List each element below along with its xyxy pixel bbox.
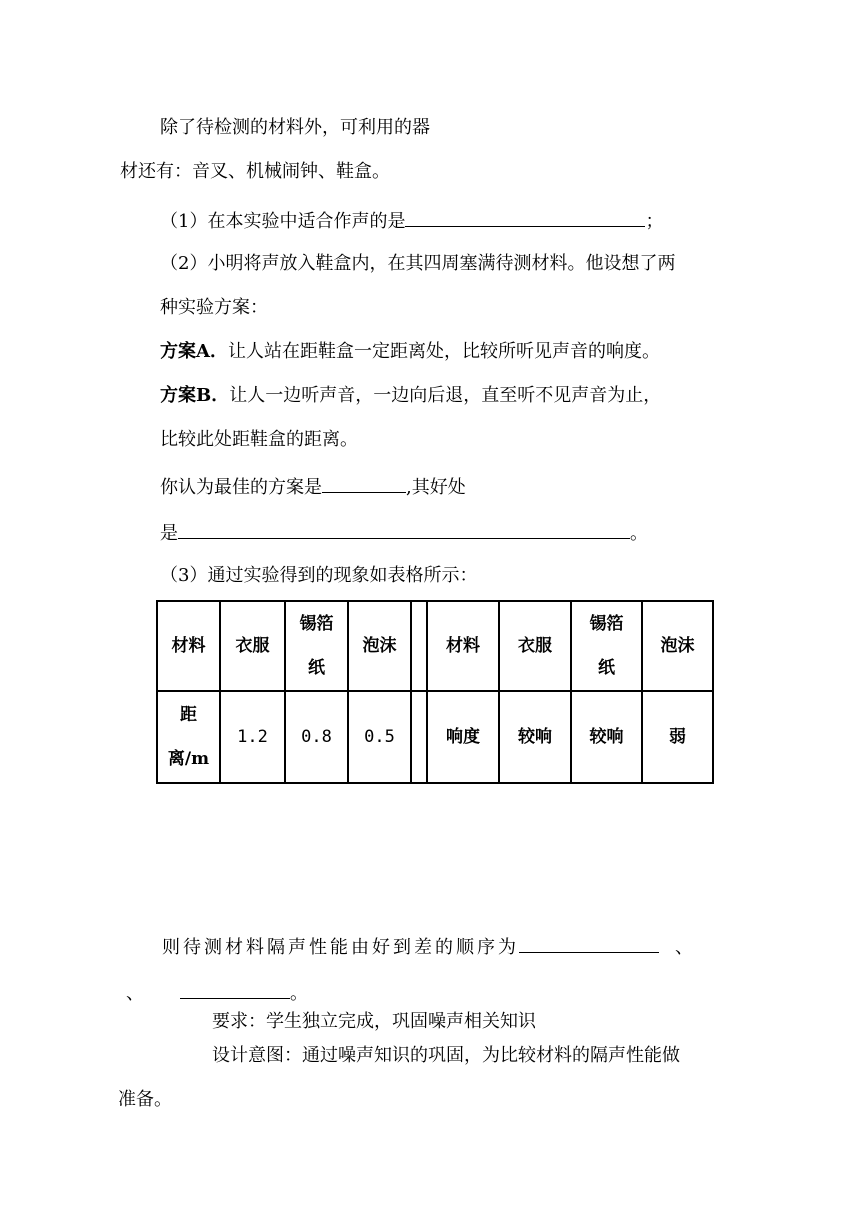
benefit-text: 是: [160, 523, 178, 544]
distance-foil-value: 0.8: [285, 691, 348, 783]
best-plan-end: ,其好处: [406, 477, 466, 498]
answer-blank-order-1[interactable]: [519, 934, 659, 953]
plan-b-text: 让人一边听声音，一边向后退，直至听不见声音为止，: [229, 385, 662, 406]
plan-b: [160, 384, 661, 408]
best-plan-question: [160, 474, 466, 500]
design-intent-line-1: 设计意图：通过噪声知识的巩固，为比较材料的隔声性能做: [212, 1045, 680, 1066]
answer-blank-best-plan[interactable]: [322, 474, 406, 493]
question-3: （3）通过实验得到的现象如表格所示：: [160, 565, 478, 586]
question-2-line-1: （2）小明将声放入鞋盒内，在其四周塞满待测材料。他设想了两: [160, 253, 676, 274]
plan-a-text: 让人站在距鞋盒一定距离处，比较所听见声音的响度。: [227, 341, 660, 362]
results-table: [156, 600, 714, 784]
design-intent-line-2: 准备。: [118, 1089, 172, 1110]
plan-a-label: 方案A．: [160, 341, 228, 362]
question-1-text: （1）在本实验中适合作声的是: [160, 211, 406, 232]
order-line-2-end: 。: [290, 983, 308, 1004]
distance-clothes-value: 1.2: [220, 691, 285, 783]
header-clothes-right: 衣服: [499, 601, 571, 691]
header-clothes-left: 衣服: [220, 601, 285, 691]
order-line-2: [126, 980, 308, 1006]
benefit-question: [160, 520, 648, 546]
table-header-row: [157, 601, 713, 691]
question-1-end: ；: [645, 211, 664, 232]
question-1: [160, 208, 663, 234]
loudness-foam-value: 弱: [642, 691, 713, 783]
loudness-foil-value: 较响: [571, 691, 642, 783]
best-plan-text: 你认为最佳的方案是: [160, 477, 322, 498]
order-line-2-start: 、: [126, 983, 144, 1004]
table-spacer-header: [411, 601, 427, 691]
intro-line-1: 除了待检测的材料外，可利用的器: [160, 117, 430, 138]
distance-foam-value: 0.5: [348, 691, 411, 783]
order-question: [162, 934, 696, 960]
header-material-left: 材料: [157, 601, 220, 691]
plan-a: [160, 340, 660, 364]
answer-blank-benefit[interactable]: [178, 520, 630, 539]
order-text: 则待测材料隔声性能由好到差的顺序为: [162, 937, 519, 958]
row-label-distance: 距离/m: [157, 691, 220, 783]
header-foil-left: 锡箔纸: [285, 601, 348, 691]
plan-b-label: 方案B．: [160, 385, 230, 406]
row-label-loudness: 响度: [427, 691, 499, 783]
intro-line-2: 材还有：音叉、机械闹钟、鞋盒。: [120, 161, 390, 182]
benefit-end: 。: [630, 523, 648, 544]
header-foam-right: 泡沫: [642, 601, 713, 691]
plan-b-line-2: 比较此处距鞋盒的距离。: [160, 429, 358, 450]
table-spacer-data: [411, 691, 427, 783]
requirement-note: 要求：学生独立完成，巩固噪声相关知识: [212, 1011, 536, 1032]
question-2-line-2: 种实验方案：: [160, 297, 268, 318]
answer-blank-order-2[interactable]: [180, 980, 290, 999]
header-material-right: 材料: [427, 601, 499, 691]
header-foam-left: 泡沫: [348, 601, 411, 691]
loudness-clothes-value: 较响: [499, 691, 571, 783]
order-separator: 、: [675, 937, 696, 958]
table-data-row: [157, 691, 713, 783]
answer-blank-1[interactable]: [405, 208, 645, 227]
header-foil-right: 锡箔纸: [571, 601, 642, 691]
